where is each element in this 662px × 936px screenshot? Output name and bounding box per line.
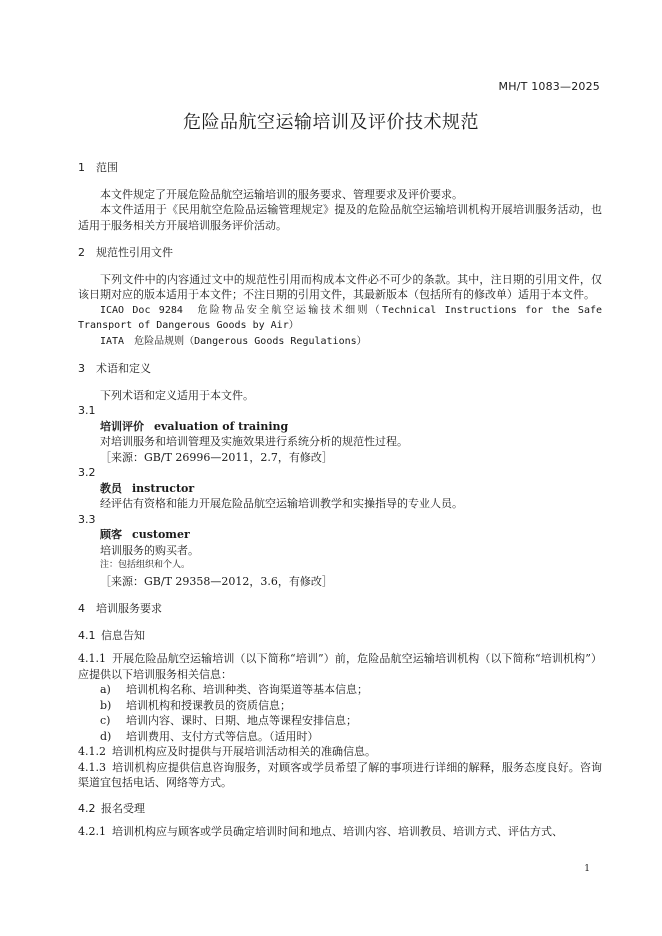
page-number: 1 [584, 864, 590, 874]
paragraph: 下列术语和定义适用于本文件。 [100, 388, 254, 402]
list-marker: b) [100, 698, 112, 712]
term-zh: 教员 [100, 481, 122, 495]
reference-icao: ICAO Doc 9284 危险物品安全航空运输技术细则（Technical Instructions for the Safe Transport of Dangerous Goods by Air） [78, 304, 602, 331]
section-number: 4 [78, 602, 85, 615]
standard-code: MH/T 1083—2025 [498, 80, 600, 93]
term-definition: 经评估有资格和能力开展危险品航空运输培训教学和实操指导的专业人员。 [100, 497, 463, 510]
list-text: 培训内容、课时、日期、地点等课程安排信息； [126, 714, 357, 727]
term-en: evaluation of training [154, 419, 289, 433]
list-text: 培训费用、支付方式等信息。（适用时） [126, 729, 319, 743]
list-marker: a) [100, 683, 111, 696]
section-number: 2 [78, 246, 85, 259]
subsection-number: 4.1 [78, 628, 96, 642]
paragraph: 本文件适用于《民用航空危险品运输管理规定》提及的危险品航空运输培训机构开展培训服务活动，也适用于服务相关方开展培训服务评价活动。 [78, 203, 602, 232]
clause-number: 4.1.1 [78, 652, 106, 665]
term-block [78, 419, 602, 466]
section-heading [78, 601, 602, 617]
subsection-title: 信息告知 [101, 628, 145, 642]
term-block [78, 527, 602, 589]
clause-text: 培训机构应及时提供与开展培训活动相关的准确信息。 [112, 745, 376, 758]
list-text: 培训机构和授课教员的资质信息； [126, 698, 291, 712]
term-number: 3.2 [78, 466, 96, 479]
paragraph: 下列文件中的内容通过文中的规范性引用而构成本文件必不可少的条款。其中，注日期的引用文件，仅该日期对应的版本适用于本文件；不注日期的引用文件，其最新版本（包括所有的修改单）适用于本文件。 [78, 272, 602, 301]
section-title: 规范性引用文件 [96, 246, 173, 259]
clause-number: 4.2.1 [78, 825, 106, 838]
list-text: 培训机构名称、培训种类、咨询渠道等基本信息； [126, 683, 368, 696]
subsection-heading [78, 801, 602, 817]
clause [78, 744, 602, 760]
term-en: instructor [132, 481, 195, 495]
section-title: 培训服务要求 [96, 602, 162, 615]
section-title: 术语和定义 [96, 362, 151, 375]
document-title: 危险品航空运输培训及评价技术规范 [183, 112, 479, 133]
section-training-requirements [78, 601, 602, 840]
list-item [78, 698, 602, 714]
clause-text: 培训机构应提供信息咨询服务，对顾客或学员希望了解的事项进行详细的解释，服务态度良好。咨询渠道宜包括电话、网络等方式。 [78, 760, 602, 789]
clause-text: 开展危险品航空运输培训（以下简称“培训”）前，危险品航空运输培训机构（以下简称“培训机构”）应提供以下培训服务相关信息： [78, 652, 602, 681]
term-number: 3.1 [78, 404, 96, 417]
clause [78, 824, 602, 840]
clause-text: 培训机构应与顾客或学员确定培训时间和地点、培训内容、培训教员、培训方式、评估方式、 [112, 825, 563, 838]
term-block [78, 481, 602, 512]
list-item [78, 713, 602, 729]
term-zh: 培训评价 [100, 419, 144, 433]
section-number: 3 [78, 362, 85, 375]
subsection-number: 4.2 [78, 801, 96, 815]
section-terms [78, 361, 602, 589]
term-note: 注：包括组织和个人。 [100, 560, 191, 570]
term-source: ［来源：GB/T 26996—2011，2.7，有修改］ [100, 450, 333, 464]
section-heading [78, 361, 602, 377]
section-heading [78, 160, 602, 176]
section-title: 范围 [96, 161, 118, 174]
list-marker: c) [100, 714, 111, 727]
section-normative-references [78, 245, 602, 349]
term-zh: 顾客 [100, 528, 122, 541]
reference-iata: IATA 危险品规则（Dangerous Goods Regulations） [100, 335, 367, 347]
section-scope [78, 160, 602, 233]
subsection-heading [78, 628, 602, 644]
document-body [78, 160, 602, 852]
clause-number: 4.1.2 [78, 745, 106, 758]
list-item [78, 729, 602, 745]
subsection-title: 报名受理 [101, 801, 145, 815]
clause-number: 4.1.3 [78, 760, 106, 774]
list-marker: d) [100, 729, 112, 743]
list-item [78, 682, 602, 698]
term-number: 3.3 [78, 512, 96, 526]
term-definition: 对培训服务和培训管理及实施效果进行系统分析的规范性过程。 [100, 435, 408, 448]
paragraph: 本文件规定了开展危险品航空运输培训的服务要求、管理要求及评价要求。 [100, 187, 463, 201]
term-definition: 培训服务的购买者。 [100, 543, 199, 557]
clause [78, 651, 602, 682]
section-heading [78, 245, 602, 261]
term-en: customer [132, 528, 190, 541]
term-source: ［来源：GB/T 29358—2012，3.6，有修改］ [100, 574, 333, 588]
clause [78, 760, 602, 791]
section-number: 1 [78, 161, 85, 174]
